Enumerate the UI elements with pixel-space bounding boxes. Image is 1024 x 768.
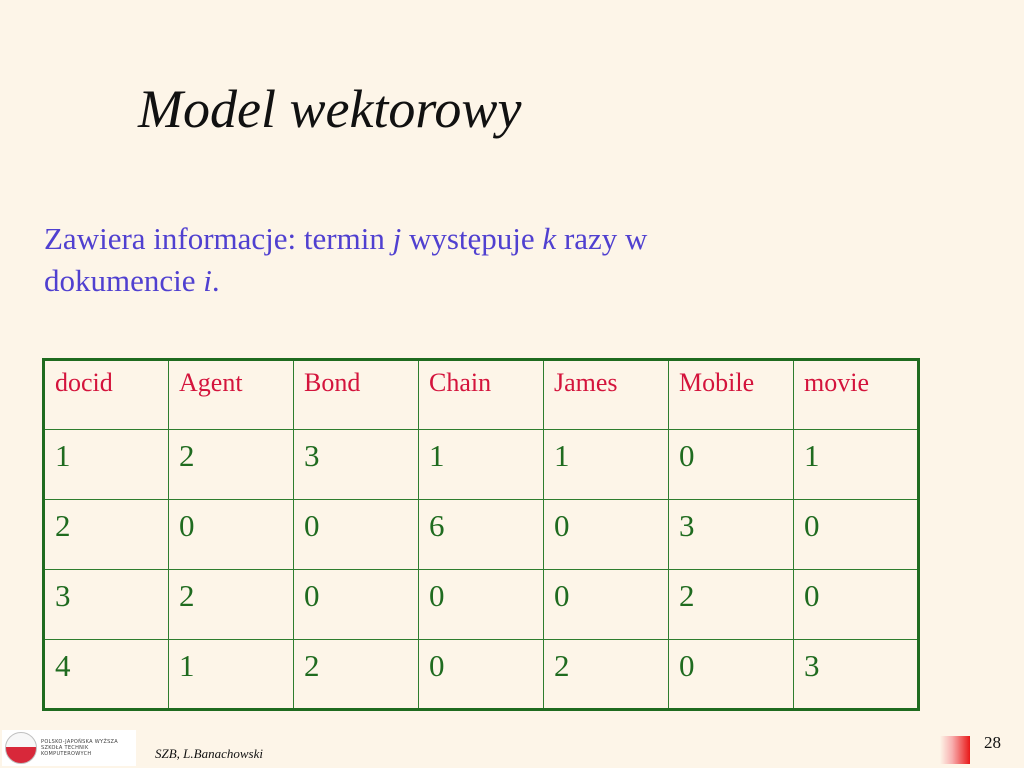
table-cell: 0 xyxy=(669,640,794,710)
body-text-segment: . xyxy=(211,263,220,298)
table-cell: 0 xyxy=(294,570,419,640)
body-text-segment: Zawiera informacje: termin xyxy=(44,221,393,256)
header-cell-docid: docid xyxy=(44,360,169,430)
table-cell: 3 xyxy=(294,430,419,500)
variable-i: i xyxy=(203,263,212,298)
table-cell: 2 xyxy=(669,570,794,640)
header-cell-james: James xyxy=(544,360,669,430)
body-text-segment: razy w dokumencie xyxy=(44,221,648,298)
table-cell: 1 xyxy=(44,430,169,500)
table-cell: 0 xyxy=(419,640,544,710)
table-body xyxy=(44,430,919,710)
slide-body-text xyxy=(44,218,804,302)
variable-k: k xyxy=(542,221,557,256)
table-cell: 1 xyxy=(544,430,669,500)
table-cell: 2 xyxy=(169,430,294,500)
table-cell: 6 xyxy=(419,500,544,570)
table-header xyxy=(44,360,919,430)
table-cell: 0 xyxy=(669,430,794,500)
table-header-row xyxy=(44,360,919,430)
table-row xyxy=(44,570,919,640)
table-cell: 0 xyxy=(294,500,419,570)
header-cell-chain: Chain xyxy=(419,360,544,430)
slide-title: Model wektorowy xyxy=(138,79,522,139)
table-cell: 0 xyxy=(544,500,669,570)
table-row xyxy=(44,640,919,710)
header-cell-agent: Agent xyxy=(169,360,294,430)
table-cell: 2 xyxy=(44,500,169,570)
header-cell-bond: Bond xyxy=(294,360,419,430)
footer-author: SZB, L.Banachowski xyxy=(155,746,263,761)
body-text-segment: występuje xyxy=(401,221,543,256)
table-cell: 3 xyxy=(794,640,919,710)
table-cell: 0 xyxy=(419,570,544,640)
table-cell: 0 xyxy=(794,570,919,640)
table-row xyxy=(44,500,919,570)
table-cell: 1 xyxy=(419,430,544,500)
table-cell: 4 xyxy=(44,640,169,710)
term-frequency-table xyxy=(42,358,920,711)
table-cell: 2 xyxy=(544,640,669,710)
logo-emblem-icon xyxy=(5,732,37,764)
header-cell-movie: movie xyxy=(794,360,919,430)
table-cell: 0 xyxy=(794,500,919,570)
table-cell: 3 xyxy=(669,500,794,570)
table-cell: 0 xyxy=(169,500,294,570)
table-cell: 0 xyxy=(544,570,669,640)
variable-j: j xyxy=(392,221,402,256)
header-cell-mobile: Mobile xyxy=(669,360,794,430)
table-cell: 3 xyxy=(44,570,169,640)
table-cell: 2 xyxy=(169,570,294,640)
logo-text-line: SZKOŁA TECHNIK KOMPUTEROWYCH xyxy=(41,745,92,757)
table-cell: 1 xyxy=(794,430,919,500)
slide-corner-decoration xyxy=(940,736,970,764)
logo-text xyxy=(41,739,136,757)
logo-text-line: POLSKO-JAPOŃSKA WYŻSZA xyxy=(41,739,118,745)
table-row xyxy=(44,430,919,500)
table-cell: 2 xyxy=(294,640,419,710)
table-cell: 1 xyxy=(169,640,294,710)
page-number: 28 xyxy=(984,733,1001,752)
university-logo xyxy=(2,730,136,766)
